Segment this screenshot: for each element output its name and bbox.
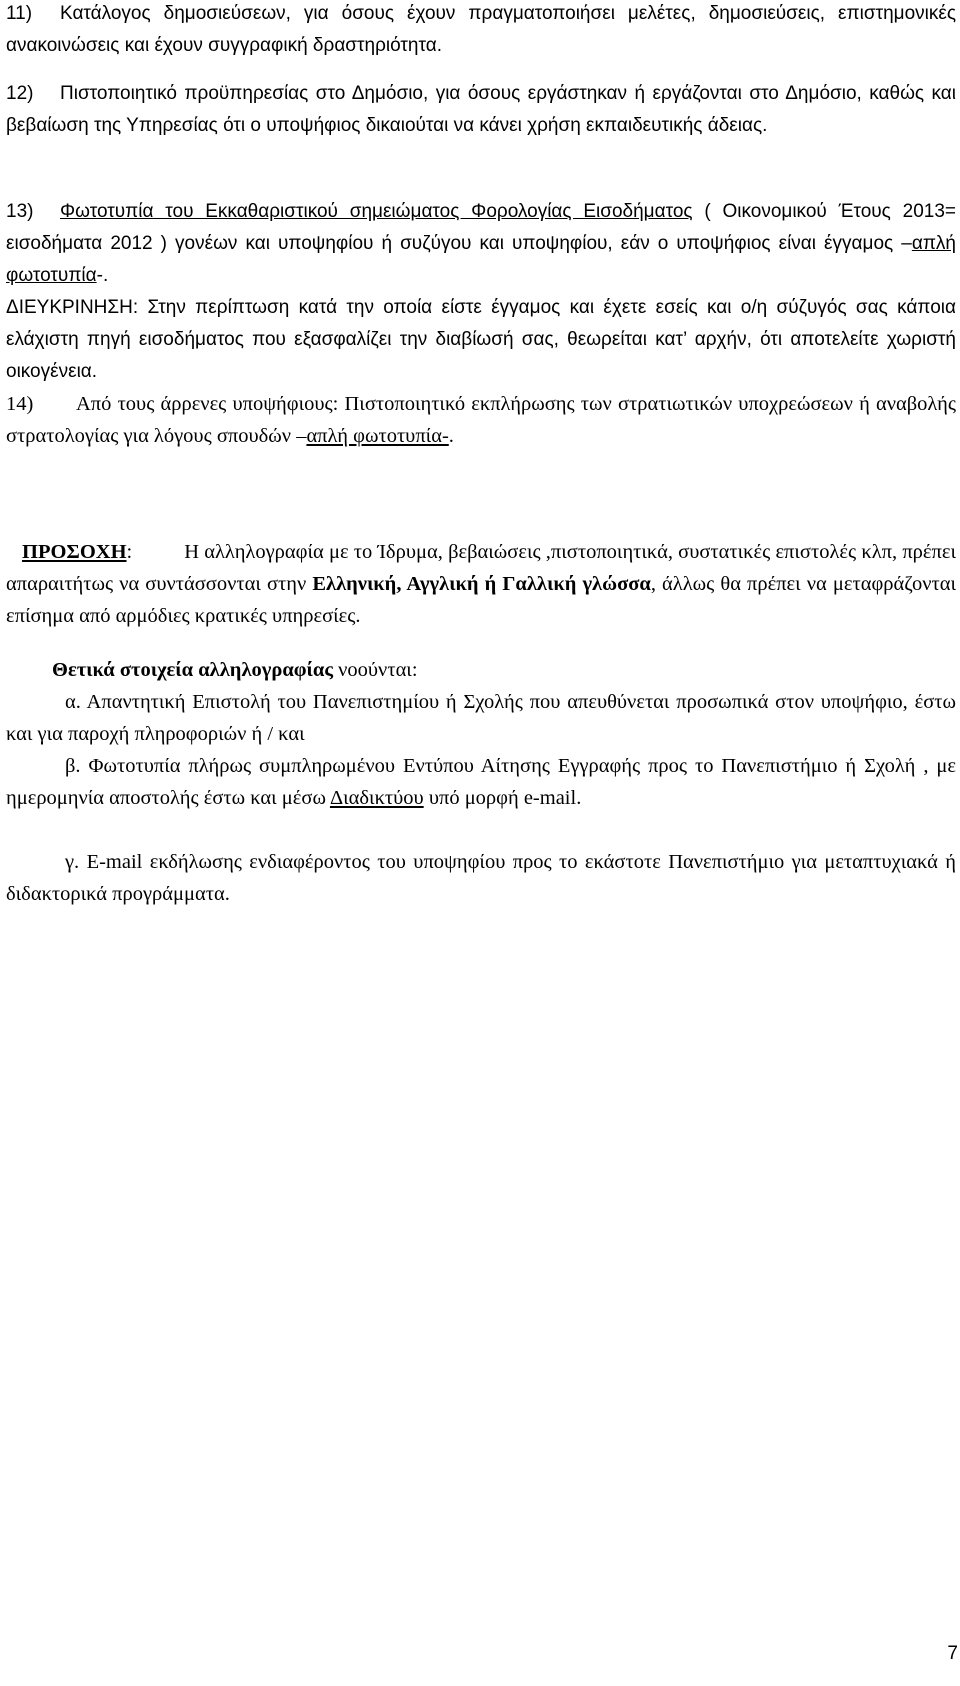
item-13-copy-note: απλή φωτοτυπία <box>6 233 956 286</box>
item-14-copy-note: απλή φωτοτυπία- <box>306 425 449 447</box>
item-13-number: 13) <box>6 201 34 222</box>
page-number: 7 <box>947 1643 958 1664</box>
positive-heading-rest: νοούνται: <box>333 659 418 681</box>
attention-text: Η αλληλογραφία με το Ίδρυμα, βεβαιώσεις ,πιστοποιητικά, συστατικές επιστολές κλπ, πρέπει απαραιτήτως να συντάσσονται στην <box>6 541 956 595</box>
item-13 <box>6 196 956 388</box>
attention-paragraph <box>6 536 956 632</box>
item-12-text: Πιστοποιητικό προϋπηρεσίας στο Δημόσιο, για όσους εργάστηκαν ή εργάζονται στο Δημόσιο, καθώς και βεβαίωση της Υπηρεσίας ότι ο υποψήφιος δικαιούται να κάνει χρήση εκπαιδευτικής άδειας. <box>6 83 956 136</box>
item-13-dash: – <box>901 233 912 254</box>
item-11 <box>6 0 956 62</box>
positive-elements-heading <box>6 654 956 686</box>
positive-item-a <box>6 686 956 750</box>
document-page <box>6 0 956 1686</box>
item-14-dash: – <box>296 425 307 447</box>
attention-colon: : <box>126 541 133 563</box>
item-13-end: -. <box>96 265 109 286</box>
positive-heading-bold: Θετικά στοιχεία αλληλογραφίας <box>52 659 334 681</box>
positive-item-b <box>6 750 956 814</box>
item-13-clarification-text: Στην περίπτωση κατά την οποία είστε έγγαμος και έχετε εσείς και ο/η σύζυγός σας κάποια ελάχιστη πηγή εισοδήματος που εξασφαλίζει την διαβίωσή σας, θεωρείται κατ’ αρχήν, ότι αποτελείτε χωριστή οικογένεια. <box>6 297 956 382</box>
attention-text-end: , άλλως θα πρέπει να μεταφράζονται επίσημα από αρμόδιες κρατικές υπηρεσίες. <box>6 573 956 627</box>
item-13-clarification-label: ΔΙΕΥΚΡΙΝΗΣΗ: <box>6 297 139 318</box>
positive-item-b-underlined: Διαδικτύου <box>329 787 424 809</box>
item-13-text: ( Οικονομικού Έτους 2013= εισοδήματα 2012 ) γονέων και υποψηφίου ή συζύγου και υποψηφίου, εάν ο υποψήφιος είναι έγγαμος <box>6 201 956 254</box>
positive-item-b-text: Φωτοτυπία πλήρως συμπληρωμένου Εντύπου Αίτησης Εγγραφής προς το Πανεπιστήμιο ή Σχολή , με ημερομηνία αποστολής έστω και μέσω <box>6 755 956 809</box>
attention-languages: Ελληνική, Αγγλική ή Γαλλική γλώσσα <box>312 573 651 595</box>
positive-item-b-text-end: υπό μορφή e-mail. <box>423 787 582 809</box>
positive-item-b-letter: β. <box>65 755 81 777</box>
item-14-number: 14) <box>6 393 34 415</box>
item-12-number: 12) <box>6 83 34 104</box>
item-14-end: . <box>448 425 454 447</box>
item-12 <box>6 78 956 142</box>
item-13-underlined-title: Φωτοτυπία του Εκκαθαριστικού σημειώματος Φορολογίας Εισοδήματος <box>60 201 693 222</box>
item-14-text: Από τους άρρενες υποψήφιους: Πιστοποιητικό εκπλήρωσης των στρατιωτικών υποχρεώσεων ή αναβολής στρατολογίας για λόγους σπουδών <box>6 393 956 447</box>
item-14 <box>6 388 956 452</box>
positive-item-c-text: E-mail εκδήλωσης ενδιαφέροντος του υποψηφίου προς το εκάστοτε Πανεπιστήμιο για μεταπτυχιακά ή διδακτορικά προγράμματα. <box>6 851 956 905</box>
item-11-number: 11) <box>6 3 33 24</box>
attention-label: ΠΡΟΣΟΧΗ <box>22 541 127 563</box>
positive-item-a-letter: α. <box>65 691 81 713</box>
positive-item-c <box>6 846 956 910</box>
item-11-text: Κατάλογος δημοσιεύσεων, για όσους έχουν πραγματοποιήσει μελέτες, δημοσιεύσεις, επιστημονικές ανακοινώσεις και έχουν συγγραφική δραστηριότητα. <box>6 3 956 56</box>
positive-item-a-text: Απαντητική Επιστολή του Πανεπιστημίου ή Σχολής που απευθύνεται προσωπικά στον υποψήφιο, έστω και για παροχή πληροφοριών ή / και <box>6 691 956 745</box>
positive-item-c-letter: γ. <box>65 851 80 873</box>
